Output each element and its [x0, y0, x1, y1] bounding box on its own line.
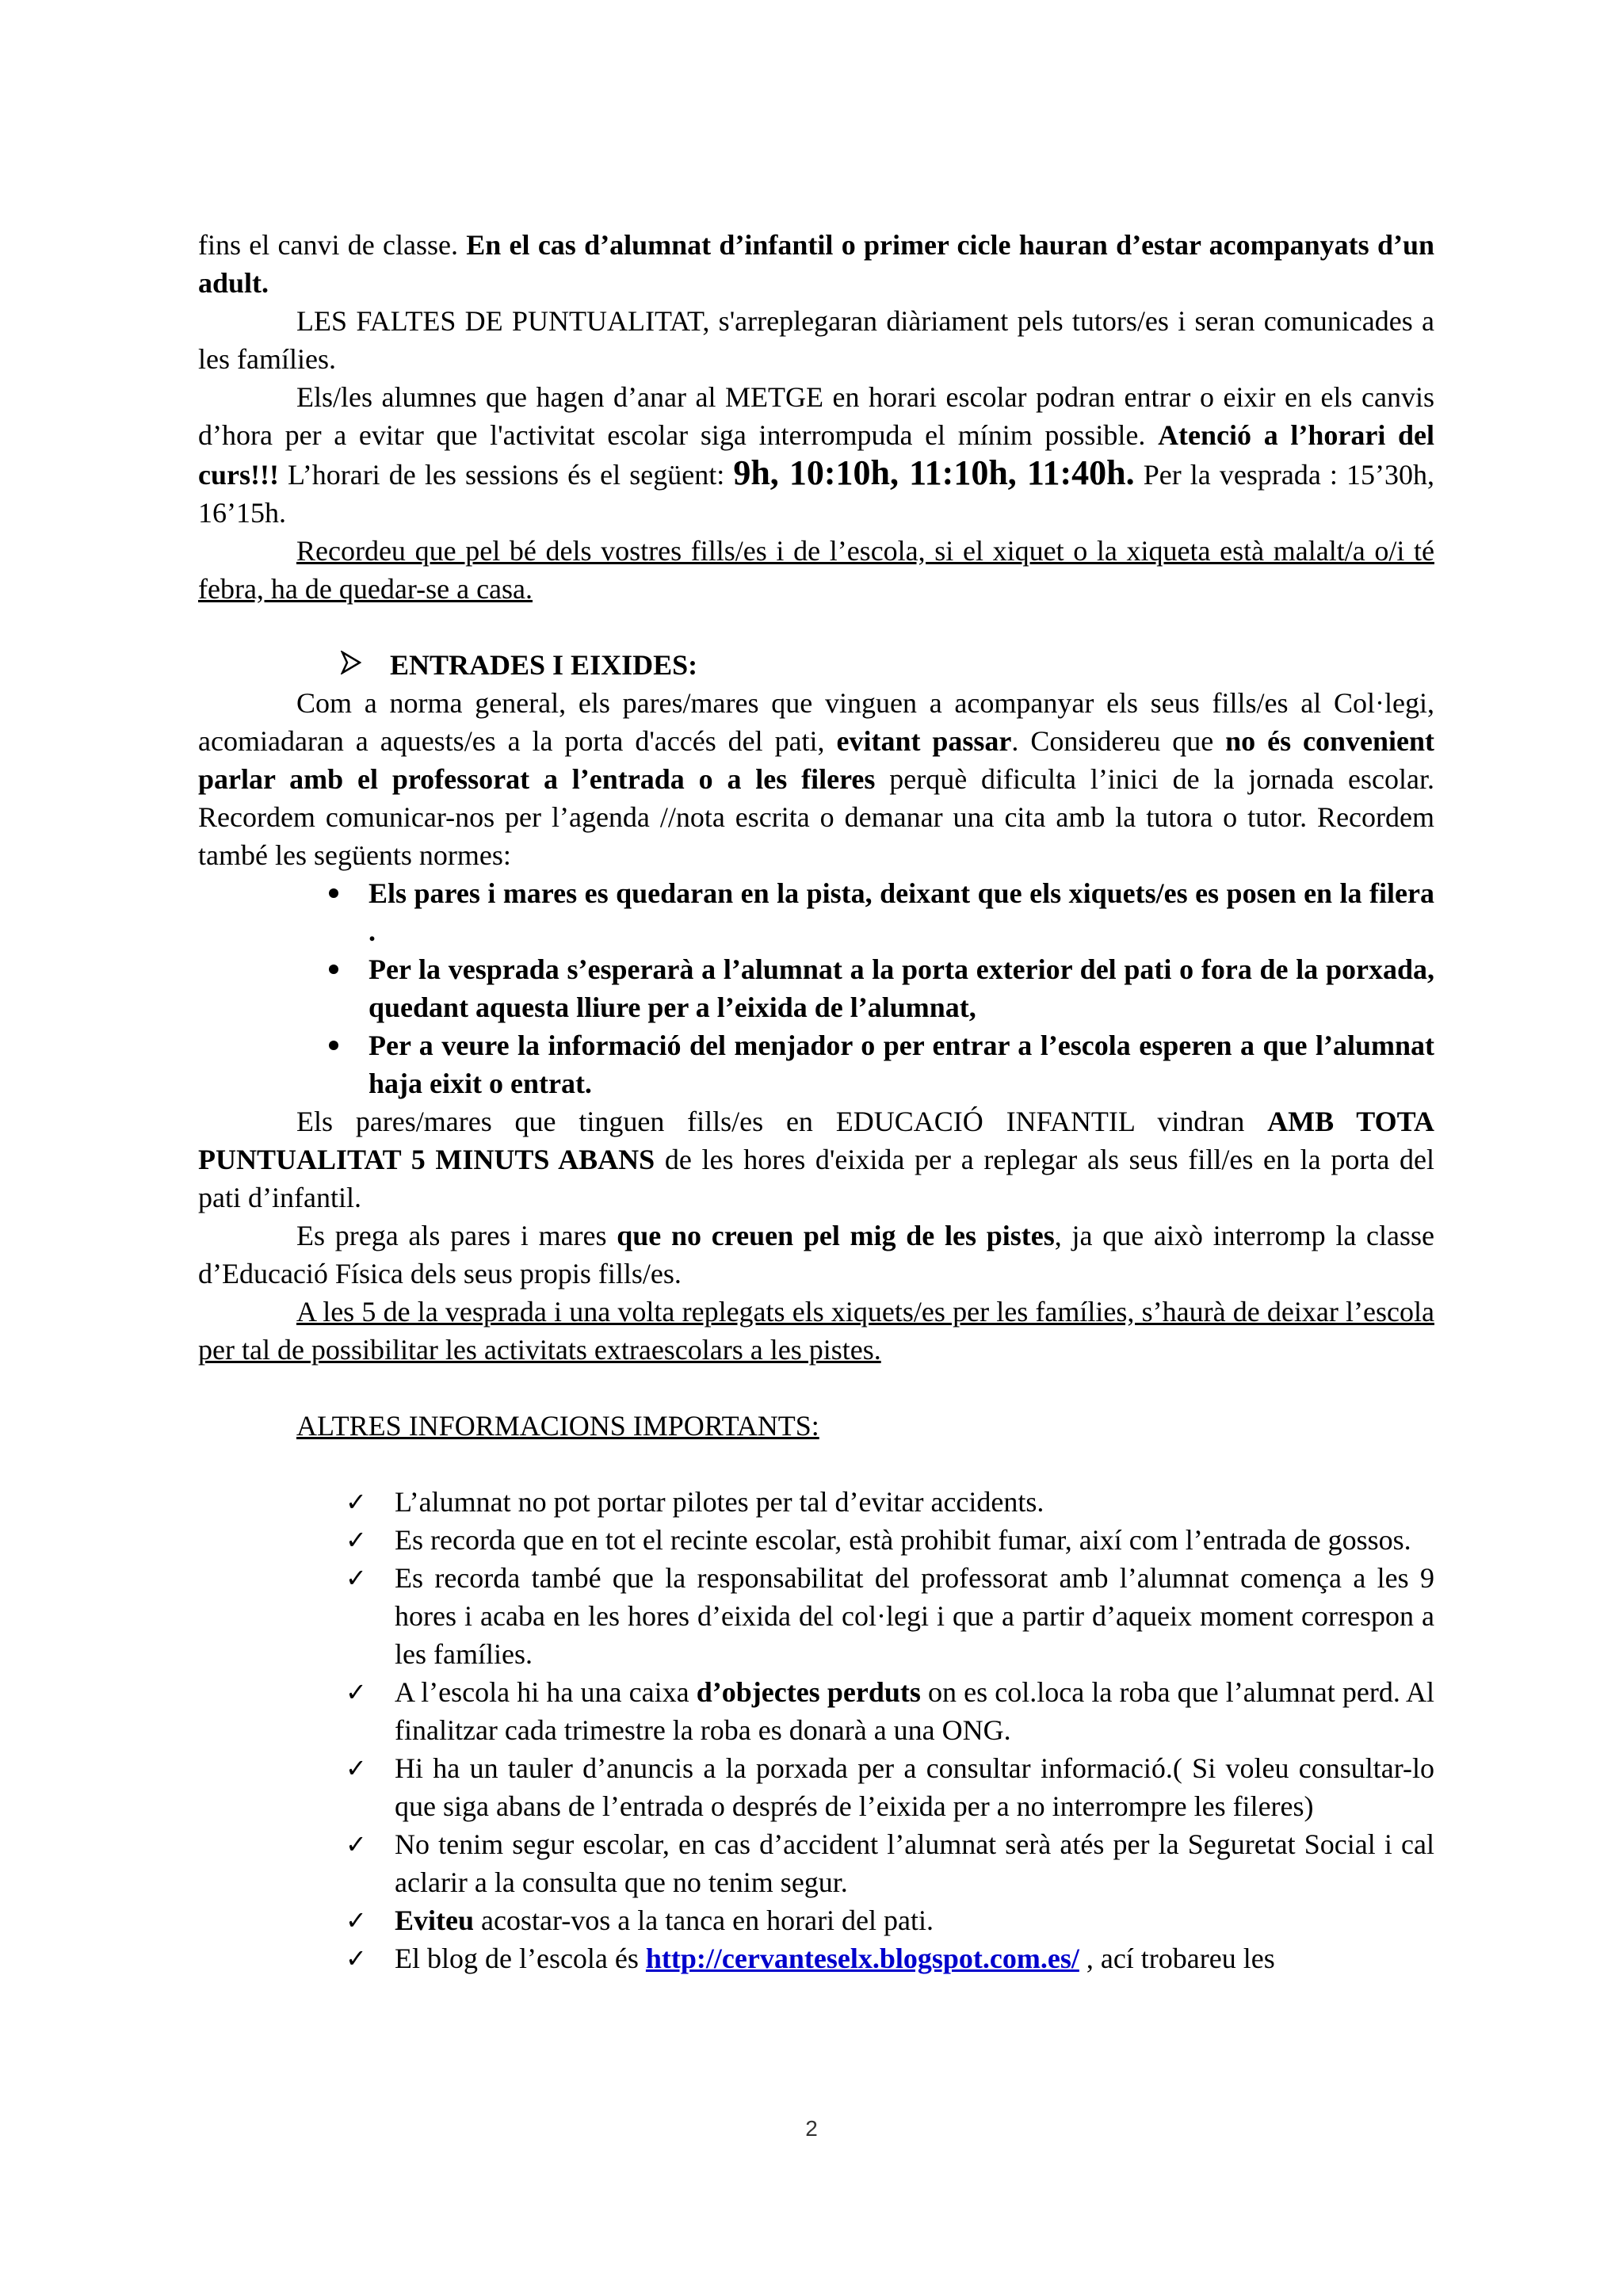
- paragraph-courts: Es prega als pares i mares que no creuen pel mig de les pistes, ja que això interromp la classe d’Educació Física dels seus propis fills/es.: [198, 1220, 1434, 1289]
- check-mark-icon: ✓: [346, 1753, 367, 1783]
- paragraph-after-five: A les 5 de la vesprada i una volta replegats els xiquets/es per les famílies, s’haurà de deixar l’escola per tal de possibilitar les activitats extraescolars a les pistes.: [198, 1296, 1434, 1366]
- bullet-dot-icon: [329, 1041, 338, 1050]
- check-mark-icon: ✓: [346, 1563, 367, 1593]
- blog-link[interactable]: http://cervanteselx.blogspot.com.es/: [645, 1943, 1079, 1974]
- arrowhead-bullet-icon: [341, 646, 368, 684]
- paragraph-sick-notice: Recordeu que pel bé dels vostres fills/es i de l’escola, si el xiquet o la xiqueta està malalt/a o/i té febra, ha de quedar-se a casa.: [198, 535, 1434, 605]
- rules-list: [198, 874, 1434, 1102]
- page-number: 2: [805, 2116, 818, 2141]
- check-mark-icon: ✓: [346, 1677, 367, 1707]
- list-item: ✓ Hi ha un tauler d’anuncis a la porxada per a consultar informació.( Si voleu consultar-lo que siga abans de l’entrada o després de l’eixida per a no interrompre les fileres): [198, 1749, 1434, 1825]
- paragraph-punctuality: LES FALTES DE PUNTUALITAT, s'arreplegaran diàriament pels tutors/es i seran comunicades a les famílies.: [198, 305, 1434, 375]
- check-mark-icon: ✓: [346, 1487, 367, 1517]
- section-heading-entrances: ENTRADES I EIXIDES:: [341, 646, 1434, 684]
- list-item: ✓ L’alumnat no pot portar pilotes per tal d’evitar accidents.: [198, 1483, 1434, 1521]
- list-item: ✓ A l’escola hi ha una caixa d’objectes perduts on es col.loca la roba que l’alumnat perd. Al finalitzar cada trimestre la roba es donarà a una ONG.: [198, 1673, 1434, 1749]
- section-heading-other-info: ALTRES INFORMACIONS IMPORTANTS:: [296, 1410, 819, 1442]
- paragraph-class-change: fins el canvi de classe. En el cas d’alumnat d’infantil o primer cicle hauran d’estar acompanyats d’un adult.: [198, 229, 1434, 299]
- paragraph-entrances-general: Com a norma general, els pares/mares que vinguen a acompanyar els seus fills/es al Col·legi, acomiadaran a aquests/es a la porta d'accés del pati, evitant passar. Considereu que no és convenient parlar amb el professorat a l’entrada o a les fileres perquè dificulta l’inici de la jornada escolar. Recordem comunicar-nos per l’agenda //nota escrita o demanar una cita amb la tutora o tutor. Recordem també les següents normes:: [198, 687, 1435, 871]
- check-mark-icon: ✓: [346, 1525, 367, 1555]
- paragraph-doctor-schedule: Els/les alumnes que hagen d’anar al METGE en horari escolar podran entrar o eixir en els canvis d’hora per a evitar que l'activitat escolar siga interrompuda el mínim possible. Atenció a l’horari del curs!!! L’horari de les sessions és el següent: 9h, 10:10h, 11:10h, 11:40h. Per la vesprada : 15’30h, 16’15h.: [198, 381, 1434, 529]
- list-item: Per la vesprada s’esperarà a l’alumnat a la porta exterior del pati o fora de la porxada, quedant aquesta lliure per a l’eixida de l’alumnat,: [198, 950, 1434, 1026]
- list-item: Els pares i mares es quedaran en la pista, deixant que els xiquets/es es posen en la filera .: [198, 874, 1434, 950]
- list-item: ✓ El blog de l’escola és http://cervanteselx.blogspot.com.es/ , ací trobareu les: [198, 1939, 1434, 1977]
- list-item: ✓ Eviteu acostar-vos a la tanca en horari del pati.: [198, 1901, 1434, 1939]
- check-mark-icon: ✓: [346, 1829, 367, 1859]
- other-info-list: [198, 1483, 1434, 1977]
- paragraph-infantil-pickup: Els pares/mares que tinguen fills/es en EDUCACIÓ INFANTIL vindran AMB TOTA PUNTUALITAT 5 MINUTS ABANS de les hores d'eixida per a replegar als seus fill/es en la porta del pati d’infantil.: [198, 1106, 1434, 1213]
- list-item: ✓ Es recorda que en tot el recinte escolar, està prohibit fumar, així com l’entrada de gossos.: [198, 1521, 1434, 1559]
- list-item: ✓ No tenim segur escolar, en cas d’accident l’alumnat serà atés per la Seguretat Social i cal aclarir a la consulta que no tenim segur.: [198, 1825, 1434, 1901]
- bullet-dot-icon: [329, 888, 338, 898]
- page-content: [198, 226, 1434, 1977]
- list-item: ✓ Es recorda també que la responsabilitat del professorat amb l’alumnat comença a les 9 hores i acaba en les hores d’eixida del col·legi i que a partir d’aqueix moment correspon a les famílies.: [198, 1559, 1434, 1673]
- check-mark-icon: ✓: [346, 1943, 367, 1973]
- check-mark-icon: ✓: [346, 1905, 367, 1935]
- list-item: Per a veure la informació del menjador o per entrar a l’escola esperen a que l’alumnat haja eixit o entrat.: [198, 1026, 1434, 1102]
- bullet-dot-icon: [329, 965, 338, 974]
- session-hours: 9h, 10:10h, 11:10h, 11:40h.: [733, 453, 1135, 492]
